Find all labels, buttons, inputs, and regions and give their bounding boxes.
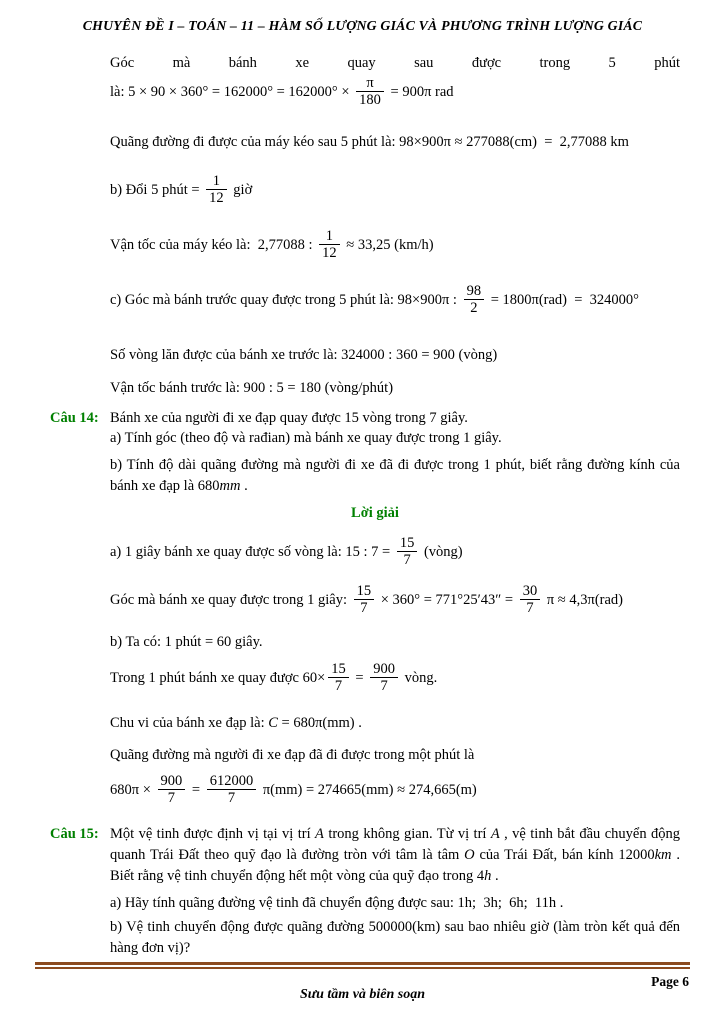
text-run: b) Tính độ dài quãng đường mà người đi xe đã đi được trong 1 phút, biết rằng đường kính của bánh xe đạp là 680 xyxy=(110,457,680,494)
formula-distance-per-minute xyxy=(110,774,477,807)
question-14-label: Câu 14: xyxy=(50,410,99,426)
page-header-title: CHUYÊN ĐỀ I – TOÁN – 11 – HÀM SỐ LƯỢNG GIÁC VÀ PHƯƠNG TRÌNH LƯỢNG GIÁC xyxy=(82,18,643,33)
fraction-denominator: 7 xyxy=(328,677,349,694)
fraction-numerator: 98 xyxy=(466,283,482,299)
fraction xyxy=(207,773,257,806)
fraction-denominator: 12 xyxy=(206,189,227,206)
question-14-text: Bánh xe của người đi xe đạp quay được 15 vòng trong 7 giây. xyxy=(110,410,468,426)
text-run: của Trái Đất, bán kính 12000 xyxy=(474,847,655,863)
fraction xyxy=(158,773,186,806)
text-run: a) 1 giây bánh xe quay được số vòng là: 15 : 7 = xyxy=(110,544,394,561)
fraction-numerator: 900 xyxy=(373,661,395,677)
variable-O: O xyxy=(464,847,475,863)
formula-angle-per-second xyxy=(110,584,623,617)
paragraph-minute-conversion: b) Ta có: 1 phút = 60 giây. xyxy=(110,634,263,650)
footer-divider xyxy=(35,962,690,969)
text-run: ≈ 33,25 (km/h) xyxy=(342,237,434,254)
fraction xyxy=(464,283,485,316)
formula-tractor-speed xyxy=(110,229,434,262)
question-15-part-b: b) Vệ tinh chuyển động được quãng đường 500000(km) sau bao nhiêu giờ (làm tròn kết quả đến hàng đơn vị)? xyxy=(110,919,680,956)
question-15-text xyxy=(110,824,680,887)
formula-front-wheel-angle xyxy=(110,284,639,317)
fraction xyxy=(319,228,340,261)
fraction-denominator: 2 xyxy=(464,299,485,316)
formula-revolutions-per-minute xyxy=(110,662,437,695)
fraction xyxy=(206,173,227,206)
text-run: b) Đổi 5 phút = xyxy=(110,182,204,199)
text-run: Chu vi của bánh xe đạp là: xyxy=(110,715,269,731)
text-run: = xyxy=(351,670,368,687)
paragraph-distance-tractor: Quãng đường đi được của máy kéo sau 5 phút là: 98×900π ≈ 277088(cm) = 2,77088 km xyxy=(110,134,629,150)
fraction-denominator: 7 xyxy=(207,789,257,806)
formula-convert-minutes xyxy=(110,174,252,207)
text-run: . Biết rằng vệ tinh chuyển động hết một vòng của quỹ đạo trong 4 xyxy=(110,847,680,884)
formula-circumference xyxy=(110,713,362,733)
question-14-row xyxy=(50,408,680,429)
paragraph-front-wheel-speed: Vận tốc bánh trước là: 900 : 5 = 180 (vòng/phút) xyxy=(110,380,394,396)
text-run: Vận tốc của máy kéo là: 2,77088 : xyxy=(110,237,317,254)
text-run: Trong 1 phút bánh xe quay được 60× xyxy=(110,670,326,687)
text-run: × 360° = 771°25′43″ = xyxy=(377,592,517,609)
question-14-part-b xyxy=(110,455,680,497)
fraction-numerator: 15 xyxy=(399,535,415,551)
fraction-denominator: 7 xyxy=(354,599,375,616)
paragraph-front-wheel-revolutions: Số vòng lăn được của bánh xe trước là: 324000 : 360 = 900 (vòng) xyxy=(110,347,498,363)
text-run: π ≈ 4,3π(rad) xyxy=(543,592,623,609)
unit-km: km xyxy=(654,847,672,863)
question-15-part-a: a) Hãy tính quãng đường vệ tinh đã chuyển động được sau: 1h; 3h; 6h; 11h . xyxy=(110,895,564,911)
question-15-label: Câu 15: xyxy=(50,826,99,842)
text-run: 680π × xyxy=(110,782,155,799)
text-run: giờ xyxy=(229,182,253,199)
text-run: = xyxy=(188,782,204,799)
fraction-numerator: 1 xyxy=(325,228,334,244)
fraction-numerator: 612000 xyxy=(209,773,254,789)
unit-mm: mm xyxy=(219,478,241,494)
fraction-numerator: 30 xyxy=(522,583,538,599)
fraction xyxy=(370,661,398,694)
question-15-row xyxy=(50,824,680,887)
text-run: Một vệ tinh được định vị tại vị trí xyxy=(110,826,316,842)
fraction-numerator: 15 xyxy=(356,583,372,599)
text-run: = 900π rad xyxy=(386,84,454,101)
text-run: = 1800π(rad) = 324000° xyxy=(487,292,639,309)
variable-A: A xyxy=(490,826,500,842)
formula-revolutions-per-second xyxy=(110,536,463,569)
text-run: . xyxy=(240,478,248,494)
text-run: , vệ tinh bắt đầu chuyển động quanh Trái Đất theo quỹ đạo là đường tròn với tâm là tâm xyxy=(110,826,680,863)
paragraph-wheel-angle-intro: Góc mà bánh xe quay sau được trong 5 phút xyxy=(110,55,680,71)
page-number: Page 6 xyxy=(651,974,689,989)
fraction-numerator: 1 xyxy=(212,173,221,189)
solution-heading: Lời giải xyxy=(351,505,399,521)
fraction-numerator: 15 xyxy=(331,661,346,677)
text-run: (vòng) xyxy=(420,544,463,561)
text-run: Góc mà bánh xe quay được trong 1 giây: xyxy=(110,592,351,609)
question-14-part-a: a) Tính góc (theo độ và rađian) mà bánh xe quay được trong 1 giây. xyxy=(110,430,502,446)
paragraph-distance-per-minute-intro: Quãng đường mà người đi xe đạp đã đi được trong một phút là xyxy=(110,747,475,763)
fraction xyxy=(328,661,349,694)
fraction xyxy=(520,583,541,616)
variable-A: A xyxy=(315,826,324,842)
text-run: π(mm) = 274665(mm) ≈ 274,665(m) xyxy=(259,782,477,799)
fraction-denominator: 12 xyxy=(319,244,340,261)
unit-h: h xyxy=(484,868,492,884)
text-run: = 680π(mm) . xyxy=(277,715,362,731)
fraction-denominator: 7 xyxy=(158,789,186,806)
fraction-numerator: 900 xyxy=(160,773,183,789)
text-run: trong không gian. Từ vị trí xyxy=(323,826,491,842)
formula-wheel-angle xyxy=(110,76,454,109)
fraction-denominator: 7 xyxy=(520,599,541,616)
fraction-numerator: π xyxy=(366,75,374,91)
fraction xyxy=(397,535,418,568)
text-run: c) Góc mà bánh trước quay được trong 5 phút là: 98×900π : xyxy=(110,292,461,309)
text-run: . xyxy=(491,868,499,884)
variable-C: C xyxy=(268,715,278,731)
fraction xyxy=(356,75,384,108)
text-run: là: 5 × 90 × 360° = 162000° = 162000° × xyxy=(110,84,354,101)
fraction-denominator: 180 xyxy=(356,91,384,108)
fraction-denominator: 7 xyxy=(370,677,398,694)
footer-credit: Sưu tầm và biên soạn xyxy=(299,987,426,1002)
fraction xyxy=(354,583,375,616)
fraction-denominator: 7 xyxy=(397,551,418,568)
text-run: vòng. xyxy=(400,670,438,687)
